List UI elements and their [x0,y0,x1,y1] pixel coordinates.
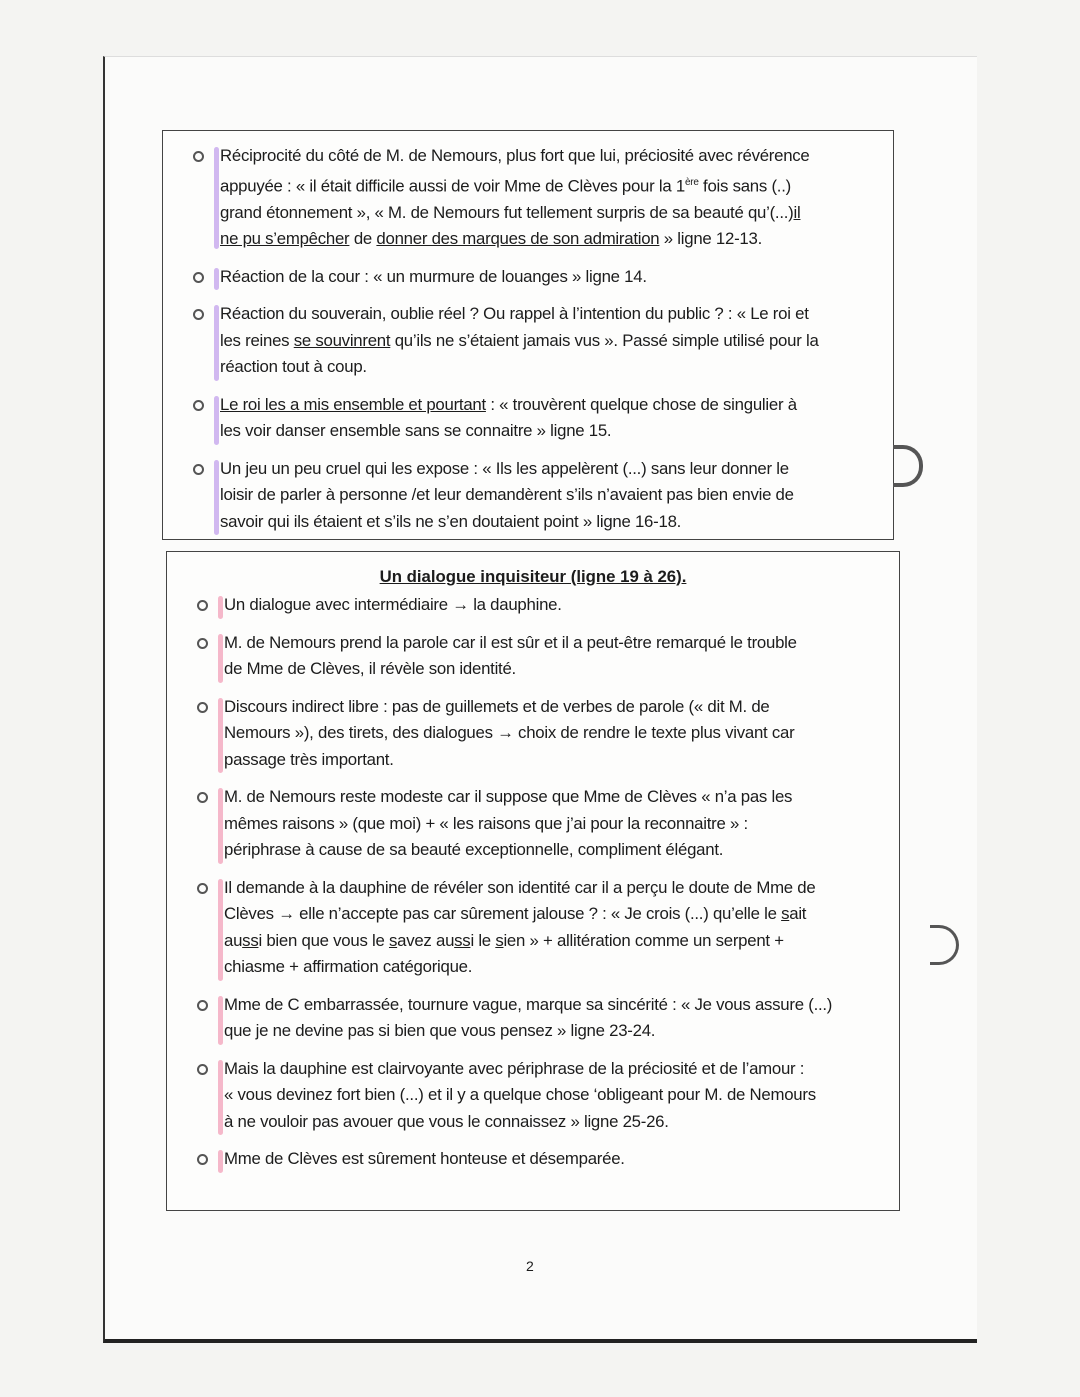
circle-bullet-icon [197,702,208,713]
text-line [220,264,893,291]
text-segment: grand étonnement », « M. de Nemours fut tellement surpris de sa beauté qu’(...) [220,202,794,222]
text-segment: Clèves → elle n’accepte pas car sûrement jalouse ? : « Je crois (...) qu’elle le [224,904,782,923]
highlighter-mark [218,996,223,1045]
text-line [224,1146,899,1173]
text-line [220,170,893,200]
text-line [224,811,899,838]
text-segment: Mme de Clèves est sûrement honteuse et désemparée. [224,1149,625,1168]
list-item [167,1146,899,1173]
notes-box-reciprocity [162,130,894,540]
underlined-text: donner des marques de son admiration [376,229,660,249]
text-line [220,482,893,509]
text-segment: avez au [397,930,455,950]
text-line [220,200,893,227]
text-line [224,747,899,774]
underlined-text: s [388,930,398,950]
highlighter-mark [218,1060,223,1136]
text-segment: à ne vouloir pas avouer que vous le connaissez » ligne 25-26. [224,1111,669,1131]
text-segment: réaction tout à coup. [220,357,367,377]
highlighter-mark [218,879,223,981]
text-line [224,784,899,811]
text-segment: Réaction du souverain, oublie réel ? Ou rappel à l’intention du public ? : « Le roi et [220,304,809,324]
text-line [224,694,899,721]
text-segment: appuyée : « il était difficile aussi de voir Mme de Clèves pour la 1 [220,176,685,196]
text-line [224,928,899,955]
highlighter-mark [218,634,223,683]
text-segment: fois sans (..) [698,176,791,196]
underlined-text: s [781,904,790,923]
underlined-text: s [495,930,504,950]
text-line [224,901,899,928]
text-segment: au [224,930,243,950]
text-segment: les voir danser ensemble sans se connaitre » ligne 15. [220,421,612,441]
circle-bullet-icon [197,792,208,803]
text-segment: Il demande à la dauphine de révéler son identité car il a perçu le doute de Mme de [224,877,816,897]
highlighter-mark [214,268,219,291]
text-segment: ien » + allitération comme un serpent + [503,930,784,950]
text-line [224,720,899,747]
circle-bullet-icon [193,464,204,475]
circle-bullet-icon [197,1154,208,1165]
circle-bullet-icon [197,638,208,649]
text-segment: mêmes raisons » (que moi) + « les raisons que j’ai pour la reconnaitre » : [224,813,748,833]
highlighter-mark [214,147,219,249]
page-number: 2 [526,1258,534,1274]
underlined-text: se souvinrent [293,330,391,350]
list-item [167,630,899,683]
text-line [220,456,893,483]
underlined-text: ss [242,930,259,950]
highlighter-mark [218,596,223,619]
list-item [163,392,893,445]
text-segment: périphrase à cause de sa beauté exceptionnelle, compliment élégant. [224,840,724,859]
highlighter-mark [214,305,219,381]
text-segment: Réaction de la cour : « un murmure de louanges » ligne 14. [220,266,647,286]
text-segment: de Mme de Clèves, il révèle son identité. [224,659,516,678]
bullet-list [167,590,899,1173]
text-segment: les reines [220,330,294,350]
text-line [224,1056,899,1083]
underlined-text: ne pu s’empêcher [220,229,350,249]
text-segment: Nemours »), des tirets, des dialogues → choix de rendre le texte plus vivant car [224,723,795,742]
text-segment: chiasme + affirmation catégorique. [224,957,473,976]
underlined-text: ss [454,930,471,950]
list-item [167,784,899,864]
list-item [167,875,899,981]
text-segment: passage très important. [224,749,394,769]
text-segment: M. de Nemours reste modeste car il suppose que Mme de Clèves « n’a pas les [224,787,793,806]
list-item [163,264,893,291]
list-item [167,992,899,1045]
circle-bullet-icon [193,400,204,411]
highlighter-mark [218,698,223,774]
circle-bullet-icon [197,883,208,894]
text-segment: qu’ils ne s’étaient jamais vus ». Passé simple utilisé pour la [390,330,819,350]
highlighter-mark [214,396,219,445]
underlined-text: il [793,202,801,222]
text-segment: Mme de C embarrassée, tournure vague, marque sa sincérité : « Je vous assure (...) [224,994,833,1014]
text-segment: : « trouvèrent quelque chose de singulier à [485,394,797,414]
bullet-list [163,131,893,535]
text-segment: de [349,229,377,249]
text-segment: i bien que vous le [258,930,389,950]
text-segment: Réciprocité du côté de M. de Nemours, plus fort que lui, préciosité avec révérence [220,146,810,165]
text-segment: i le [470,930,496,950]
text-line [220,418,893,445]
text-segment: Mais la dauphine est clairvoyante avec périphrase de la préciosité et de l’amour : [224,1058,805,1078]
text-line [220,143,893,170]
text-line [224,992,899,1019]
circle-bullet-icon [193,151,204,162]
circle-bullet-icon [197,1064,208,1075]
highlighter-mark [218,1150,223,1173]
highlighter-mark [218,788,223,864]
circle-bullet-icon [193,272,204,283]
text-segment: « vous devinez fort bien (...) et il y a quelque chose ‘obligeant pour M. de Nemours [224,1085,816,1104]
text-segment: Un jeu un peu cruel qui les expose : « Ils les appelèrent (...) sans leur donner le [220,458,789,478]
list-item [163,143,893,253]
text-line [220,392,893,419]
text-line [224,875,899,902]
text-segment: Discours indirect libre : pas de guillemets et de verbes de parole (« dit M. de [224,696,770,716]
list-item [167,1056,899,1136]
text-segment: ait [789,904,807,923]
text-line [220,509,893,536]
text-segment: M. de Nemours prend la parole car il est sûr et il a peut-être remarqué le trouble [224,632,797,652]
text-line [224,1082,899,1109]
list-item [167,592,899,619]
list-item [163,301,893,381]
text-line [220,301,893,328]
text-segment: que je ne devine pas si bien que vous pensez » ligne 23-24. [224,1021,656,1040]
highlighter-mark [214,460,219,536]
text-line [224,1109,899,1136]
section-title: Un dialogue inquisiteur (ligne 19 à 26). [379,567,687,586]
text-segment: » ligne 12-13. [659,229,762,249]
text-segment: ère [684,176,699,188]
circle-bullet-icon [197,1000,208,1011]
text-line [224,1018,899,1045]
text-line [224,954,899,981]
notes-box-dialogue [166,551,900,1211]
circle-bullet-icon [197,600,208,611]
text-segment: loisir de parler à personne /et leur demandèrent s’ils n’avaient pas bien envie de [220,485,794,505]
text-line [220,354,893,381]
text-line [220,226,893,253]
text-line [224,592,899,619]
text-segment: Un dialogue avec intermédiaire → la dauphine. [224,595,562,614]
list-item [163,456,893,536]
text-line [220,328,893,355]
text-line [224,656,899,683]
list-item [167,694,899,774]
text-line [224,630,899,657]
text-segment: savoir qui ils étaient et s’ils ne s’en doutaient point » ligne 16-18. [220,511,682,531]
circle-bullet-icon [193,309,204,320]
text-line [224,837,899,864]
underlined-text: Le roi les a mis ensemble et pourtant [220,394,486,414]
